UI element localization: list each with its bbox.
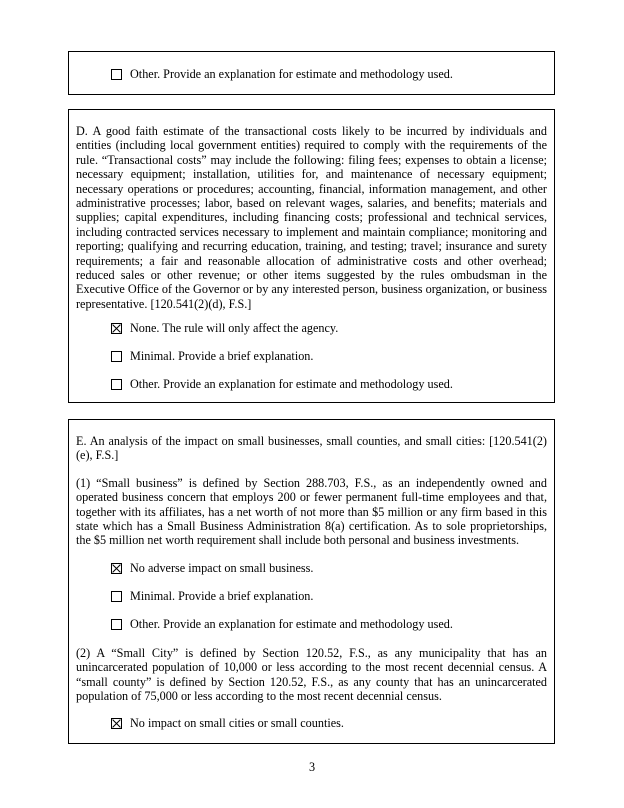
page-number: 3 (308, 760, 316, 774)
checkbox[interactable] (111, 591, 122, 602)
checkbox[interactable] (111, 69, 122, 80)
section-e-part2: (2) A “Small City” is defined by Section 120.52, F.S., as any municipality that has an unincarcerated population of 10,000 or less according to the most recent decennial census. A “small county” is defined by Section 120.52, F.S., as any county that has an unincarcerated population of 75,000 or less according to the most recent decennial census. (76, 646, 547, 704)
option-label: Minimal. Provide a brief explanation. (130, 349, 314, 363)
section-c-tail-box (68, 51, 555, 95)
checkbox[interactable] (111, 619, 122, 630)
section-d-text: D. A good faith estimate of the transactional costs likely to be incurred by individuals and entities (including local government entities) required to comply with the requirements of the rule. “Transactional costs” may include the following: filing fees; expenses to obtain a license; necessary equipment; installation, utilities for, and maintenance of necessary equipment; necessary operations or procedures; accounting, financial, information management, and other administrative processes; labor, based on relevant wages, salaries, and benefits; materials and supplies; capital expenditures, including financing costs; professional and technical services, including contracted services necessary to implement and maintain compliance; monitoring and reporting; qualifying and recurring education, training, and testing; travel; insurance and surety requirements; a fair and reasonable allocation of administrative costs and other overhead; reduced sales or other revenue; or other items suggested by the rules ombudsman in the Executive Office of the Governor or by any interested person, business organization, or business representative. [120.541(2)(d), F.S.] (76, 124, 547, 311)
section-d-box (68, 109, 555, 403)
option-no-impact-cities-counties[interactable] (111, 716, 344, 730)
option-label: No impact on small cities or small counties. (130, 716, 344, 730)
option-label: Other. Provide an explanation for estimate and methodology used. (130, 377, 453, 391)
option-no-adverse-impact[interactable] (111, 561, 313, 575)
option-minimal[interactable] (111, 589, 313, 603)
checkbox[interactable] (111, 351, 122, 362)
checkbox[interactable] (111, 323, 122, 334)
section-e-intro: E. An analysis of the impact on small businesses, small counties, and small cities: [120.541(2)(e), F.S.] (76, 434, 547, 463)
option-other[interactable] (111, 377, 453, 391)
checkbox[interactable] (111, 563, 122, 574)
checkbox[interactable] (111, 379, 122, 390)
section-e-part1: (1) “Small business” is defined by Section 288.703, F.S., as an independently owned and operated business concern that employs 200 or fewer permanent full-time employees and that, together with its affiliates, has a net worth of not more than $5 million or any firm based in this state which has a Small Business Administration 8(a) certification. As to sole proprietorships, the $5 million net worth requirement shall include both personal and business investments. (76, 475, 547, 548)
option-none[interactable] (111, 321, 338, 335)
section-e-box (68, 419, 555, 744)
option-label: No adverse impact on small business. (130, 561, 314, 575)
option-label: Other. Provide an explanation for estimate and methodology used. (130, 67, 453, 81)
checkbox[interactable] (111, 718, 122, 729)
option-label: Other. Provide an explanation for estimate and methodology used. (130, 617, 453, 631)
option-other[interactable] (111, 67, 453, 81)
option-label: Minimal. Provide a brief explanation. (130, 589, 314, 603)
option-other[interactable] (111, 617, 453, 631)
option-minimal[interactable] (111, 349, 313, 363)
option-label: None. The rule will only affect the agency. (130, 321, 339, 335)
